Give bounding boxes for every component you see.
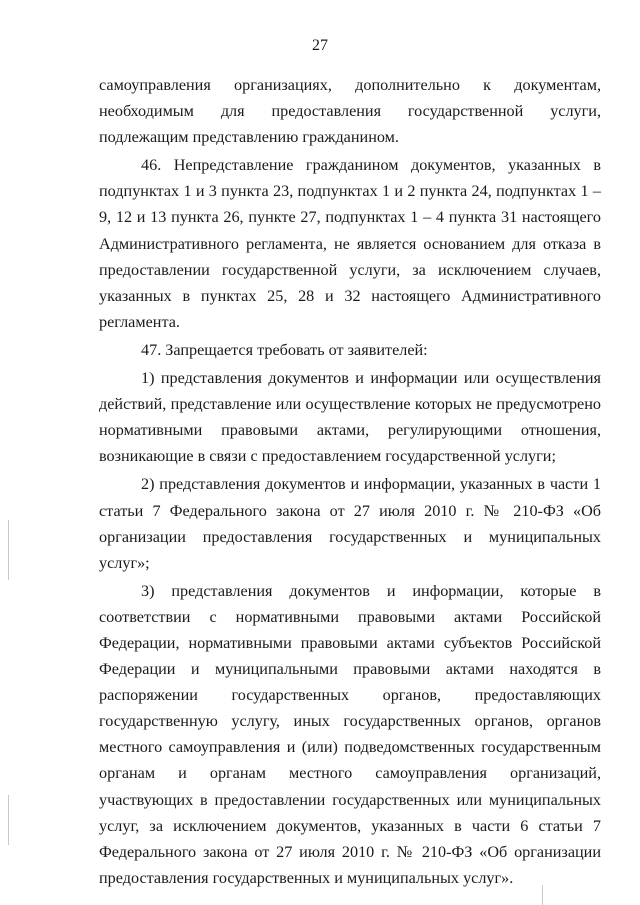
paragraph-47: 47. Запрещается требовать от заявителей:	[141, 340, 428, 359]
list-item-1: 1) представления документов и информации или осуществления действий, представление или осуществление которых не предусмотрено нормативными правовыми актами, регулирующими отношения, возникающие в связи с предоставлением государственной услуги;	[99, 369, 601, 466]
body-text	[99, 72, 601, 891]
page-number: 27	[312, 37, 328, 54]
list-item-3: 3) представления документов и информации, которые в соответствии с нормативными правовыми актами Российской Федерации, нормативными правовыми актами субъектов Российской Федерации и муниципальными правовыми актами находятся в распоряжении государственных органов, предоставляющих государственную услугу, иных государственных органов, органов местного самоуправления и (или) подведомственных государственным органам и органам местного самоуправления организаций, участвующих в предоставлении государственных или муниципальных услуг, за исключением документов, указанных в части 6 статьи 7 Федерального закона от 27 июля 2010 г. № 210-ФЗ «Об организации предоставления государственных и муниципальных услуг».	[99, 581, 601, 887]
paragraph-continuation: самоуправления организациях, дополнительно к документам, необходимым для предоставления государственной услуги, подлежащим представлению гражданином.	[99, 76, 601, 147]
scan-edge-mark	[8, 520, 9, 580]
scan-edge-mark	[542, 885, 543, 905]
scan-edge-mark	[8, 795, 9, 845]
list-item-2: 2) представления документов и информации, указанных в части 1 статьи 7 Федерального закона от 27 июля 2010 г. № 210-ФЗ «Об организации предоставления государственных и муниципальных услуг»;	[99, 475, 601, 572]
paragraph-46: 46. Непредставление гражданином документов, указанных в подпунктах 1 и 3 пункта 23, подпунктах 1 и 2 пункта 24, подпунктах 1 – 9, 12 и 13 пункта 26, пункте 27, подпунктах 1 – 4 пункта 31 настоящего Административного регламента, не является основанием для отказа в предоставлении государственной услуги, за исключением случаев, указанных в пунктах 25, 28 и 32 настоящего Административного регламента.	[99, 156, 601, 331]
